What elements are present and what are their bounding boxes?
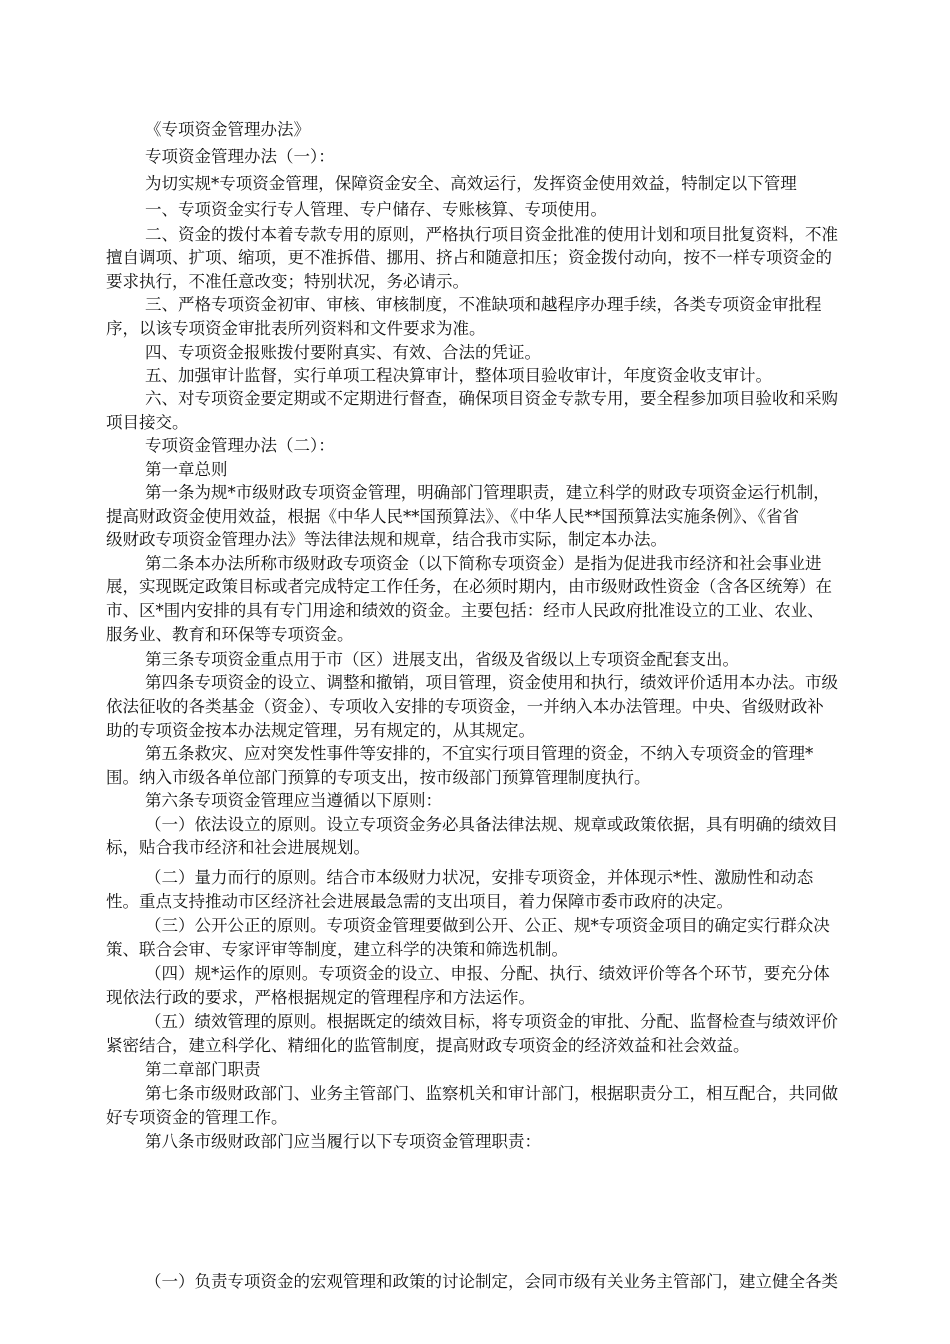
paragraph-line: 第四条专项资金的设立、调整和撤销，项目管理，资金使用和执行，绩效评价适用本办法。市级 bbox=[145, 673, 838, 692]
paragraph-line: 现依法行政的要求，严格根据规定的管理程序和方法运作。 bbox=[106, 988, 535, 1007]
doc-title: 《专项资金管理办法》 bbox=[145, 120, 310, 139]
paragraph-line: 要求执行，不准任意改变；特别状况，务必请示。 bbox=[106, 272, 469, 291]
paragraph-line: 依法征收的各类基金（资金）、专项收入安排的专项资金，一并纳入本办法管理。中央、省级财政补 bbox=[106, 697, 824, 716]
paragraph-line: 策、联合会审、专家评审等制度，建立科学的决策和筛选机制。 bbox=[106, 940, 568, 959]
paragraph-line: 为切实规*专项资金管理，保障资金安全、高效运行，发挥资金使用效益，特制定以下管理 bbox=[145, 174, 797, 193]
paragraph-line: 四、专项资金报账拨付要附真实、有效、合法的凭证。 bbox=[145, 343, 541, 362]
paragraph-line: 六、对专项资金要定期或不定期进行督查，确保项目资金专款专用，要全程参加项目验收和采购 bbox=[145, 389, 838, 408]
paragraph-line: 一、专项资金实行专人管理、专户储存、专账核算、专项使用。 bbox=[145, 200, 607, 219]
paragraph-line: 第二条本办法所称市级财政专项资金（以下简称专项资金）是指为促进我市经济和社会事业进 bbox=[145, 554, 822, 573]
paragraph-line: （二）量力而行的原则。结合市本级财力状况，安排专项资金，并体现示*性、激励性和动态 bbox=[145, 868, 814, 887]
paragraph-line: 三、严格专项资金初审、审核、审核制度，不准缺项和越程序办理手续，各类专项资金审批程 bbox=[145, 295, 822, 314]
paragraph-line: 第五条救灾、应对突发性事件等安排的，不宜实行项目管理的资金，不纳入专项资金的管理* bbox=[145, 744, 814, 763]
paragraph-line: 提高财政资金使用效益，根据《中华人民**国预算法》、《中华人民**国预算法实施条例》、《省省 bbox=[106, 507, 799, 526]
paragraph-line: 助的专项资金按本办法规定管理，另有规定的，从其规定。 bbox=[106, 721, 535, 740]
paragraph-line: 五、加强审计监督，实行单项工程决算审计，整体项目验收审计，年度资金收支审计。 bbox=[145, 366, 772, 385]
section-heading: 专项资金管理办法（二）： bbox=[145, 436, 335, 455]
paragraph-line: 级财政专项资金管理办法》等法律法规和规章，结合我市实际，制定本办法。 bbox=[106, 530, 667, 549]
chapter-heading: 第一章总则 bbox=[145, 460, 228, 479]
paragraph-line: 第七条市级财政部门、业务主管部门、监察机关和审计部门，根据职责分工，相互配合，共同做 bbox=[145, 1084, 838, 1103]
paragraph-line: 好专项资金的管理工作。 bbox=[106, 1108, 288, 1127]
paragraph-line: 服务业、教育和环保等专项资金。 bbox=[106, 625, 354, 644]
paragraph-line: 第六条专项资金管理应当遵循以下原则： bbox=[145, 791, 442, 810]
paragraph-line: 序，以该专项资金审批表所列资料和文件要求为准。 bbox=[106, 319, 486, 338]
chapter-heading: 第二章部门职责 bbox=[145, 1060, 261, 1079]
section-heading: 专项资金管理办法（一）： bbox=[145, 147, 335, 166]
paragraph-line: 第三条专项资金重点用于市（区）进展支出，省级及省级以上专项资金配套支出。 bbox=[145, 650, 739, 669]
paragraph-line: 性。重点支持推动市区经济社会进展最急需的支出项目，着力保障市委市政府的决定。 bbox=[106, 892, 733, 911]
paragraph-line: （一）依法设立的原则。设立专项资金务必具备法律法规、规章或政策依据，具有明确的绩效目 bbox=[145, 815, 838, 834]
paragraph-line: （三）公开公正的原则。专项资金管理要做到公开、公正、规*专项资金项目的确定实行群众决 bbox=[145, 916, 830, 935]
paragraph-line: 第八条市级财政部门应当履行以下专项资金管理职责： bbox=[145, 1132, 541, 1151]
paragraph-line: （一）负责专项资金的宏观管理和政策的讨论制定，会同市级有关业务主管部门，建立健全各类 bbox=[145, 1272, 838, 1291]
paragraph-line: 第一条为规*市级财政专项资金管理，明确部门管理职责，建立科学的财政专项资金运行机制， bbox=[145, 483, 830, 502]
paragraph-line: 项目接交。 bbox=[106, 413, 189, 432]
paragraph-line: 擅自调项、扩项、缩项，更不准拆借、挪用、挤占和随意扣压；资金拨付动向，按不一样专项资金的 bbox=[106, 248, 832, 267]
paragraph-line: （四）规*运作的原则。专项资金的设立、申报、分配、执行、绩效评价等各个环节，要充分体 bbox=[145, 964, 830, 983]
paragraph-line: 紧密结合，建立科学化、精细化的监管制度，提高财政专项资金的经济效益和社会效益。 bbox=[106, 1036, 750, 1055]
paragraph-line: 标，贴合我市经济和社会进展规划。 bbox=[106, 838, 370, 857]
paragraph-line: 二、资金的拨付本着专款专用的原则，严格执行项目资金批准的使用计划和项目批复资料，不准 bbox=[145, 225, 838, 244]
paragraph-line: （五）绩效管理的原则。根据既定的绩效目标，将专项资金的审批、分配、监督检查与绩效评价 bbox=[145, 1012, 838, 1031]
paragraph-line: 围。纳入市级各单位部门预算的专项支出，按市级部门预算管理制度执行。 bbox=[106, 768, 651, 787]
paragraph-line: 展，实现既定政策目标或者完成特定工作任务，在必须时期内，由市级财政性资金（含各区统筹）在 bbox=[106, 577, 832, 596]
paragraph-line: 市、区*围内安排的具有专门用途和绩效的资金。主要包括：经市人民政府批准设立的工业、农业、 bbox=[106, 601, 824, 620]
